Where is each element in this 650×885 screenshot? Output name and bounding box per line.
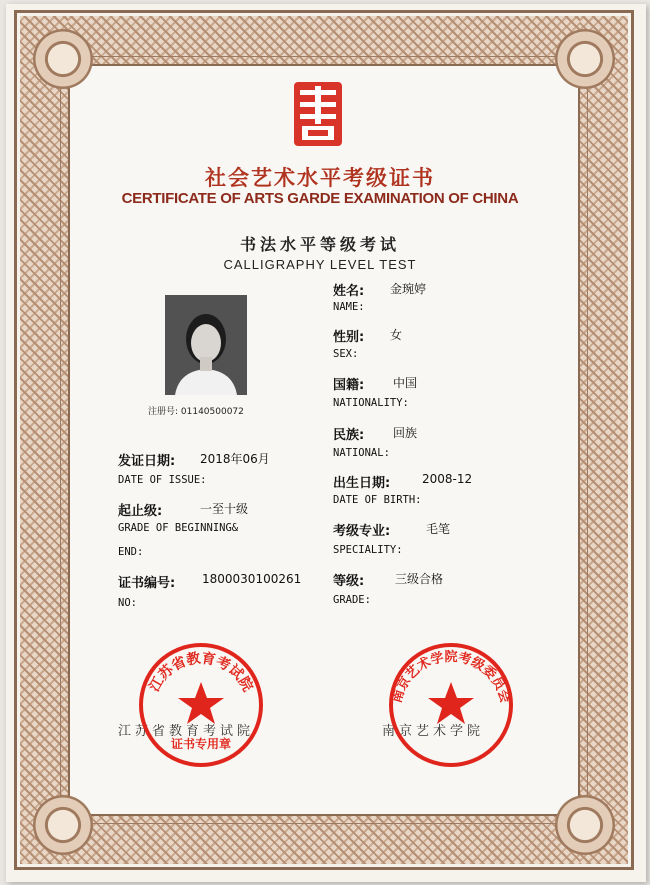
registration-number: 注册号: 01140500072 xyxy=(148,407,244,417)
grade-value: 三级合格 xyxy=(395,572,444,586)
corner-ornament xyxy=(550,790,620,860)
portrait-photo xyxy=(165,295,247,395)
certificate-title-en: CERTIFICATE OF ARTS GARDE EXAMINATION OF CHINA xyxy=(121,190,519,207)
sex-label-en: SEX: xyxy=(333,348,359,360)
grade-label-en: GRADE: xyxy=(333,594,371,606)
test-title-en: CALLIGRAPHY LEVEL TEST xyxy=(223,257,417,272)
grade-range-label-en-end: END: xyxy=(118,546,144,558)
grade-range-label-en: GRADE OF BEGINNING& xyxy=(118,522,239,534)
certificate-number-label: 证书编号: xyxy=(118,576,176,591)
issuer-left-name: 江苏省教育考试院 xyxy=(118,724,255,739)
grade-label: 等级: xyxy=(333,574,365,589)
grade-range-value: 一至十级 xyxy=(200,502,249,516)
speciality-label: 考级专业: xyxy=(333,524,391,539)
speciality-value: 毛笔 xyxy=(426,522,451,536)
corner-ornament xyxy=(28,790,98,860)
issuer-right-name: 南京艺术学院 xyxy=(382,724,485,739)
certificate-title-cn: 社会艺术水平考级证书 xyxy=(205,166,435,190)
nationality-label-en: NATIONALITY: xyxy=(333,397,409,409)
sex-label: 性别: xyxy=(333,330,365,345)
right-official-seal xyxy=(386,640,516,770)
name-label-en: NAME: xyxy=(333,301,365,313)
grade-range-label: 起止级: xyxy=(118,504,163,519)
sex-value: 女 xyxy=(390,328,403,342)
svg-text:南京艺术学院考级委员会: 南京艺术学院考级委员会 xyxy=(389,650,513,705)
svg-text:证书专用章: 证书专用章 xyxy=(170,737,232,751)
issue-date-value: 2018年06月 xyxy=(200,452,270,466)
calligraphy-logo xyxy=(288,80,348,148)
name-label: 姓名: xyxy=(333,284,365,299)
issue-date-label: 发证日期: xyxy=(118,454,176,469)
birth-value: 2008-12 xyxy=(422,472,473,486)
certificate-number-value: 1800030100261 xyxy=(202,572,302,586)
speciality-label-en: SPECIALITY: xyxy=(333,544,403,556)
svg-text:江苏省教育考试院: 江苏省教育考试院 xyxy=(146,650,256,695)
ethnicity-label-en: NATIONAL: xyxy=(333,447,390,459)
certificate-number-label-en: NO: xyxy=(118,597,137,609)
corner-ornament xyxy=(550,24,620,94)
birth-label-en: DATE OF BIRTH: xyxy=(333,494,422,506)
issue-date-label-en: DATE OF ISSUE: xyxy=(118,474,207,486)
name-value: 金琬婷 xyxy=(390,282,427,296)
birth-label: 出生日期: xyxy=(333,476,391,491)
ethnicity-label: 民族: xyxy=(333,428,365,443)
left-official-seal xyxy=(136,640,266,770)
nationality-label: 国籍: xyxy=(333,378,365,393)
test-title-cn: 书法水平等级考试 xyxy=(239,235,400,254)
corner-ornament xyxy=(28,24,98,94)
ethnicity-value: 回族 xyxy=(393,426,418,440)
nationality-value: 中国 xyxy=(393,376,418,390)
